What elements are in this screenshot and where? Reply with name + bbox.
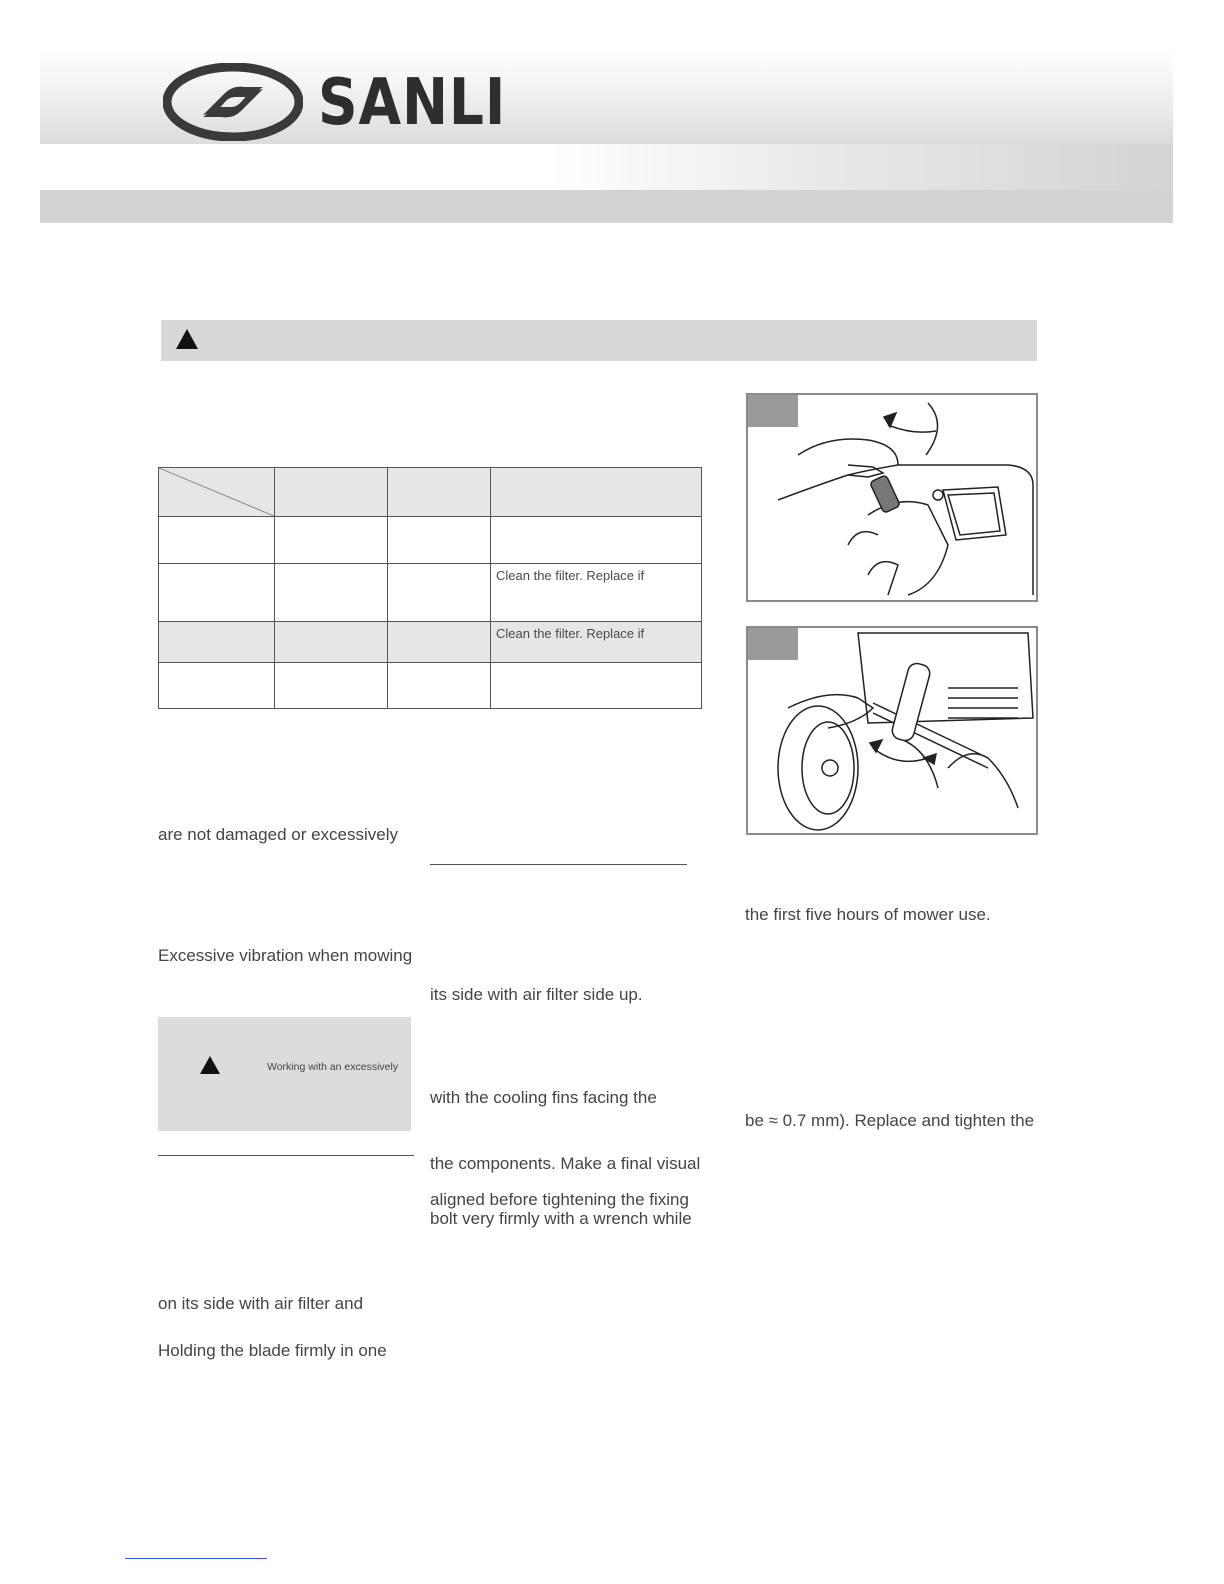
table-row xyxy=(159,517,702,564)
table-cell xyxy=(275,564,388,622)
blade-wrench-illustration xyxy=(748,628,1036,833)
table-cell xyxy=(159,663,275,709)
col1-text-line: Excessive vibration when mowing xyxy=(158,946,413,965)
table-cell xyxy=(388,517,491,564)
col2-text-line: with the cooling fins facing the xyxy=(430,1088,657,1107)
table-cell xyxy=(491,663,702,709)
table-corner-cell xyxy=(159,468,275,517)
table-cell: Clean the filter. Replace if xyxy=(491,622,702,663)
table-cell xyxy=(491,468,702,517)
table-row xyxy=(159,468,702,517)
footer-link[interactable] xyxy=(125,1558,267,1559)
table-row xyxy=(159,564,702,622)
figure-spark-plug xyxy=(746,393,1038,602)
table-cell xyxy=(275,663,388,709)
warning-note-text: Working with an excessively xyxy=(267,1061,399,1073)
spark-plug-wrench-illustration xyxy=(748,395,1036,600)
col2-text-line: its side with air filter side up. xyxy=(430,985,643,1004)
header-title-bar xyxy=(40,190,1173,223)
warning-triangle-icon xyxy=(199,1055,221,1075)
header-band-lower xyxy=(40,144,1173,190)
sanli-logo-icon xyxy=(163,63,303,141)
table-cell xyxy=(388,622,491,663)
brand-name: SANLI xyxy=(318,66,507,140)
col2-text-line: aligned before tightening the fixing xyxy=(430,1190,689,1209)
table-row xyxy=(159,663,702,709)
figure-blade-bolt xyxy=(746,626,1038,835)
col2-text-line: bolt very firmly with a wrench while xyxy=(430,1209,692,1228)
col1-text-line: on its side with air filter and xyxy=(158,1294,364,1313)
diagonal-divider xyxy=(159,468,274,516)
table-cell xyxy=(275,517,388,564)
warning-triangle-icon xyxy=(175,328,199,350)
table-cell xyxy=(275,468,388,517)
col1-text-line: Holding the blade firmly in one xyxy=(158,1341,387,1360)
maintenance-table xyxy=(158,467,702,709)
col1-text-line: are not damaged or excessively xyxy=(158,825,399,844)
col3-text-line: be ≈ 0.7 mm). Replace and tighten the xyxy=(745,1111,1035,1130)
table-cell xyxy=(159,564,275,622)
warning-note-box xyxy=(158,1017,411,1131)
table-cell xyxy=(159,517,275,564)
warning-bar xyxy=(161,320,1037,361)
section-divider xyxy=(430,864,687,865)
table-row xyxy=(159,622,702,663)
table-cell xyxy=(275,622,388,663)
table-cell xyxy=(388,663,491,709)
table-cell xyxy=(491,517,702,564)
section-divider xyxy=(158,1155,414,1156)
table-cell xyxy=(388,468,491,517)
table-cell xyxy=(388,564,491,622)
table-cell xyxy=(159,622,275,663)
col2-text-line: the components. Make a final visual xyxy=(430,1154,701,1173)
table-cell: Clean the filter. Replace if xyxy=(491,564,702,622)
col3-text-line: the first five hours of mower use. xyxy=(745,905,991,924)
